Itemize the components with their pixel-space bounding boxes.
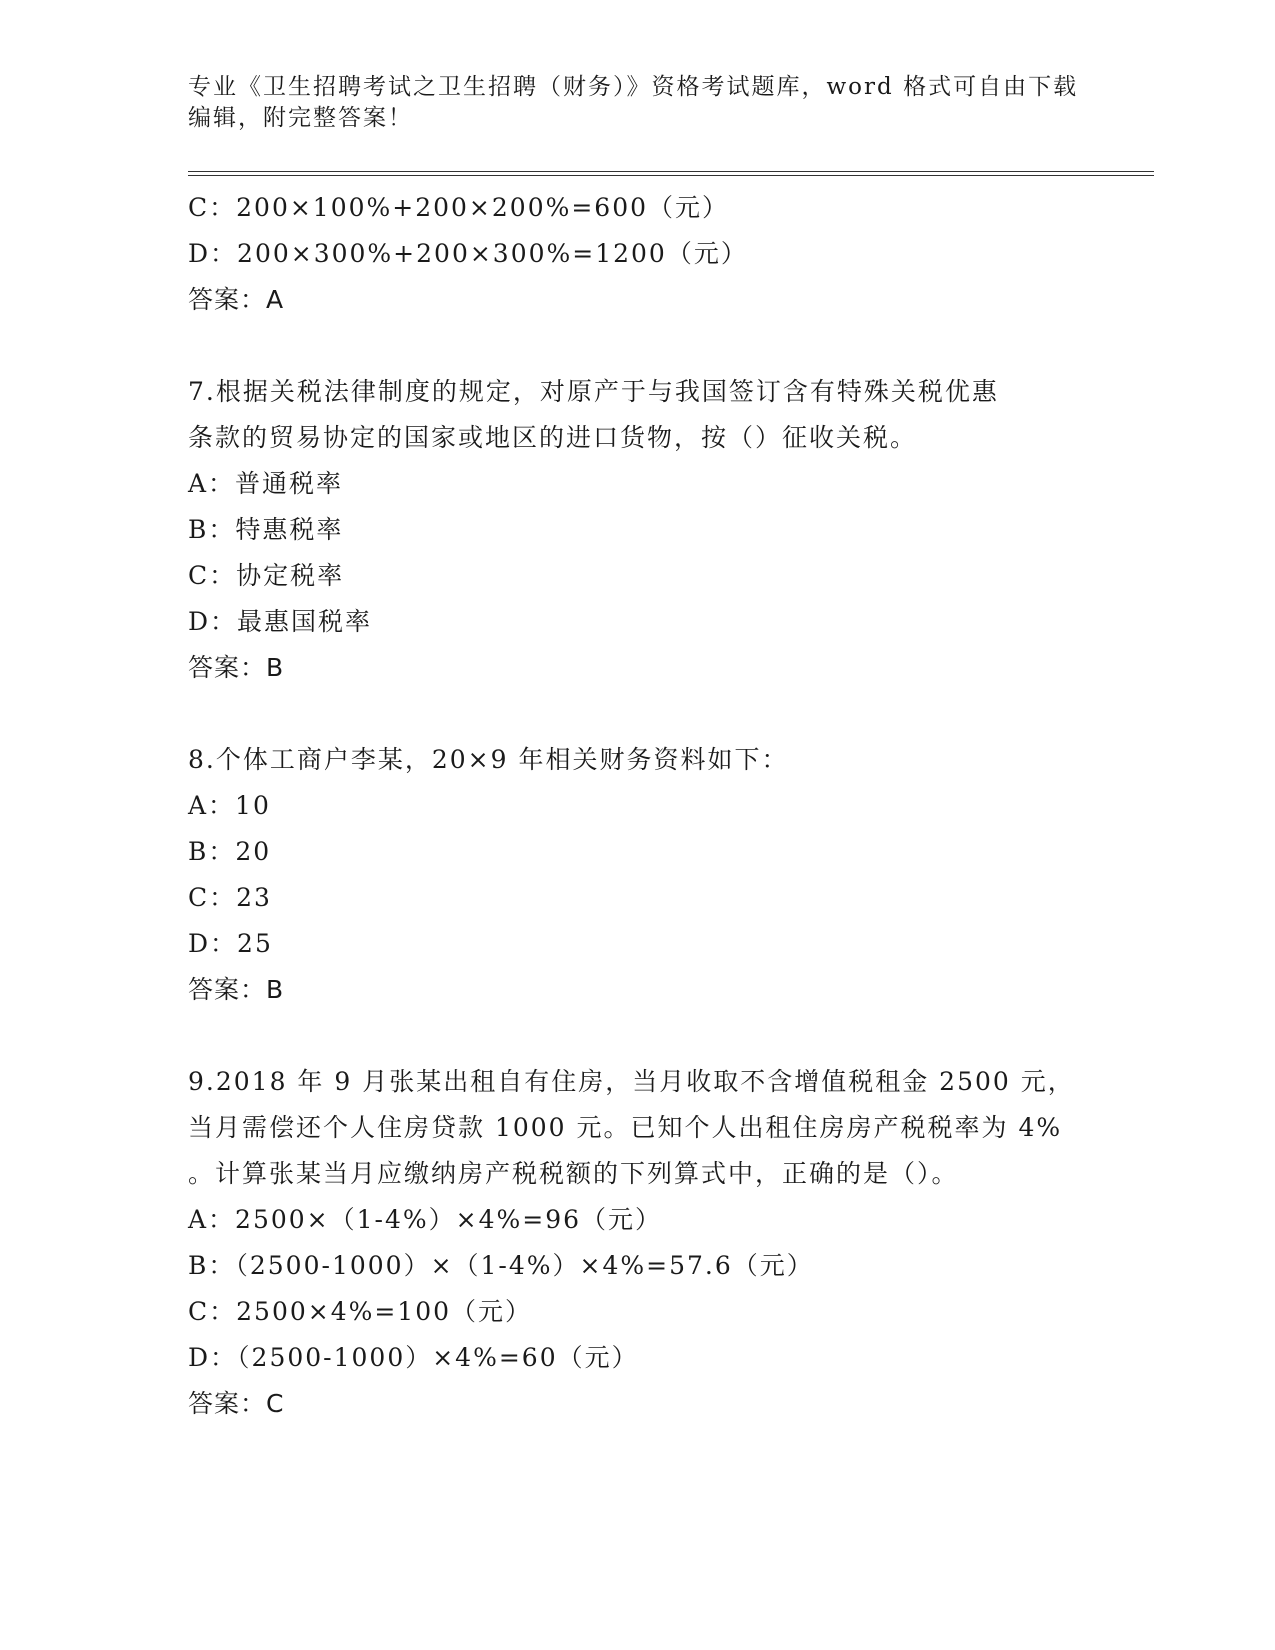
option-a: A：2500×（1-4%）×4%=96（元）	[188, 1205, 663, 1234]
question-7	[188, 369, 1088, 691]
question-stem: 条款的贸易协定的国家或地区的进口货物，按（）征收关税。	[188, 423, 918, 452]
question-stem: 。计算张某当月应缴纳房产税税额的下列算式中，正确的是（）。	[188, 1159, 959, 1188]
question-stem: 7.根据关税法律制度的规定，对原产于与我国签订含有特殊关税优惠	[188, 377, 999, 406]
option-b: B：20	[188, 837, 272, 866]
question-stem: 9.2018 年 9 月张某出租自有住房，当月收取不含增值税租金 2500 元，	[188, 1067, 1075, 1096]
option-d: D：（2500-1000）×4%=60（元）	[188, 1343, 639, 1372]
option-c: C：200×100%+200×200%=600（元）	[188, 193, 730, 222]
option-d: D：200×300%+200×300%=1200（元）	[188, 239, 748, 268]
header-rule-bottom	[188, 175, 1154, 176]
question-list	[188, 185, 1088, 1427]
question-spacer	[188, 1013, 1088, 1059]
question-6-tail	[188, 185, 1088, 323]
option-d: D：最惠国税率	[188, 607, 373, 636]
question-spacer	[188, 323, 1088, 369]
option-b: B：（2500-1000）×（1-4%）×4%=57.6（元）	[188, 1251, 814, 1280]
question-stem: 当月需偿还个人住房贷款 1000 元。已知个人出租住房房产税税率为 4%	[188, 1113, 1063, 1142]
header-line-2: 编辑，附完整答案！	[188, 105, 413, 131]
header-line-1: 专业《卫生招聘考试之卫生招聘（财务）》资格考试题库，word 格式可自由下载	[188, 74, 1079, 100]
option-c: C：协定税率	[188, 561, 345, 590]
document-header	[188, 72, 1088, 134]
option-c: C：23	[188, 883, 272, 912]
question-8	[188, 737, 1088, 1013]
option-c: C：2500×4%=100（元）	[188, 1297, 533, 1326]
option-a: A：10	[188, 791, 271, 820]
option-a: A：普通税率	[188, 469, 344, 498]
answer-line: 答案：C	[188, 1389, 285, 1418]
option-b: B：特惠税率	[188, 515, 344, 544]
option-d: D：25	[188, 929, 273, 958]
question-spacer	[188, 691, 1088, 737]
answer-line: 答案：A	[188, 285, 285, 314]
question-9	[188, 1059, 1088, 1427]
question-stem: 8.个体工商户李某，20×9 年相关财务资料如下：	[188, 745, 789, 774]
answer-line: 答案：B	[188, 653, 285, 682]
header-rule-top	[188, 171, 1154, 172]
answer-line: 答案：B	[188, 975, 285, 1004]
